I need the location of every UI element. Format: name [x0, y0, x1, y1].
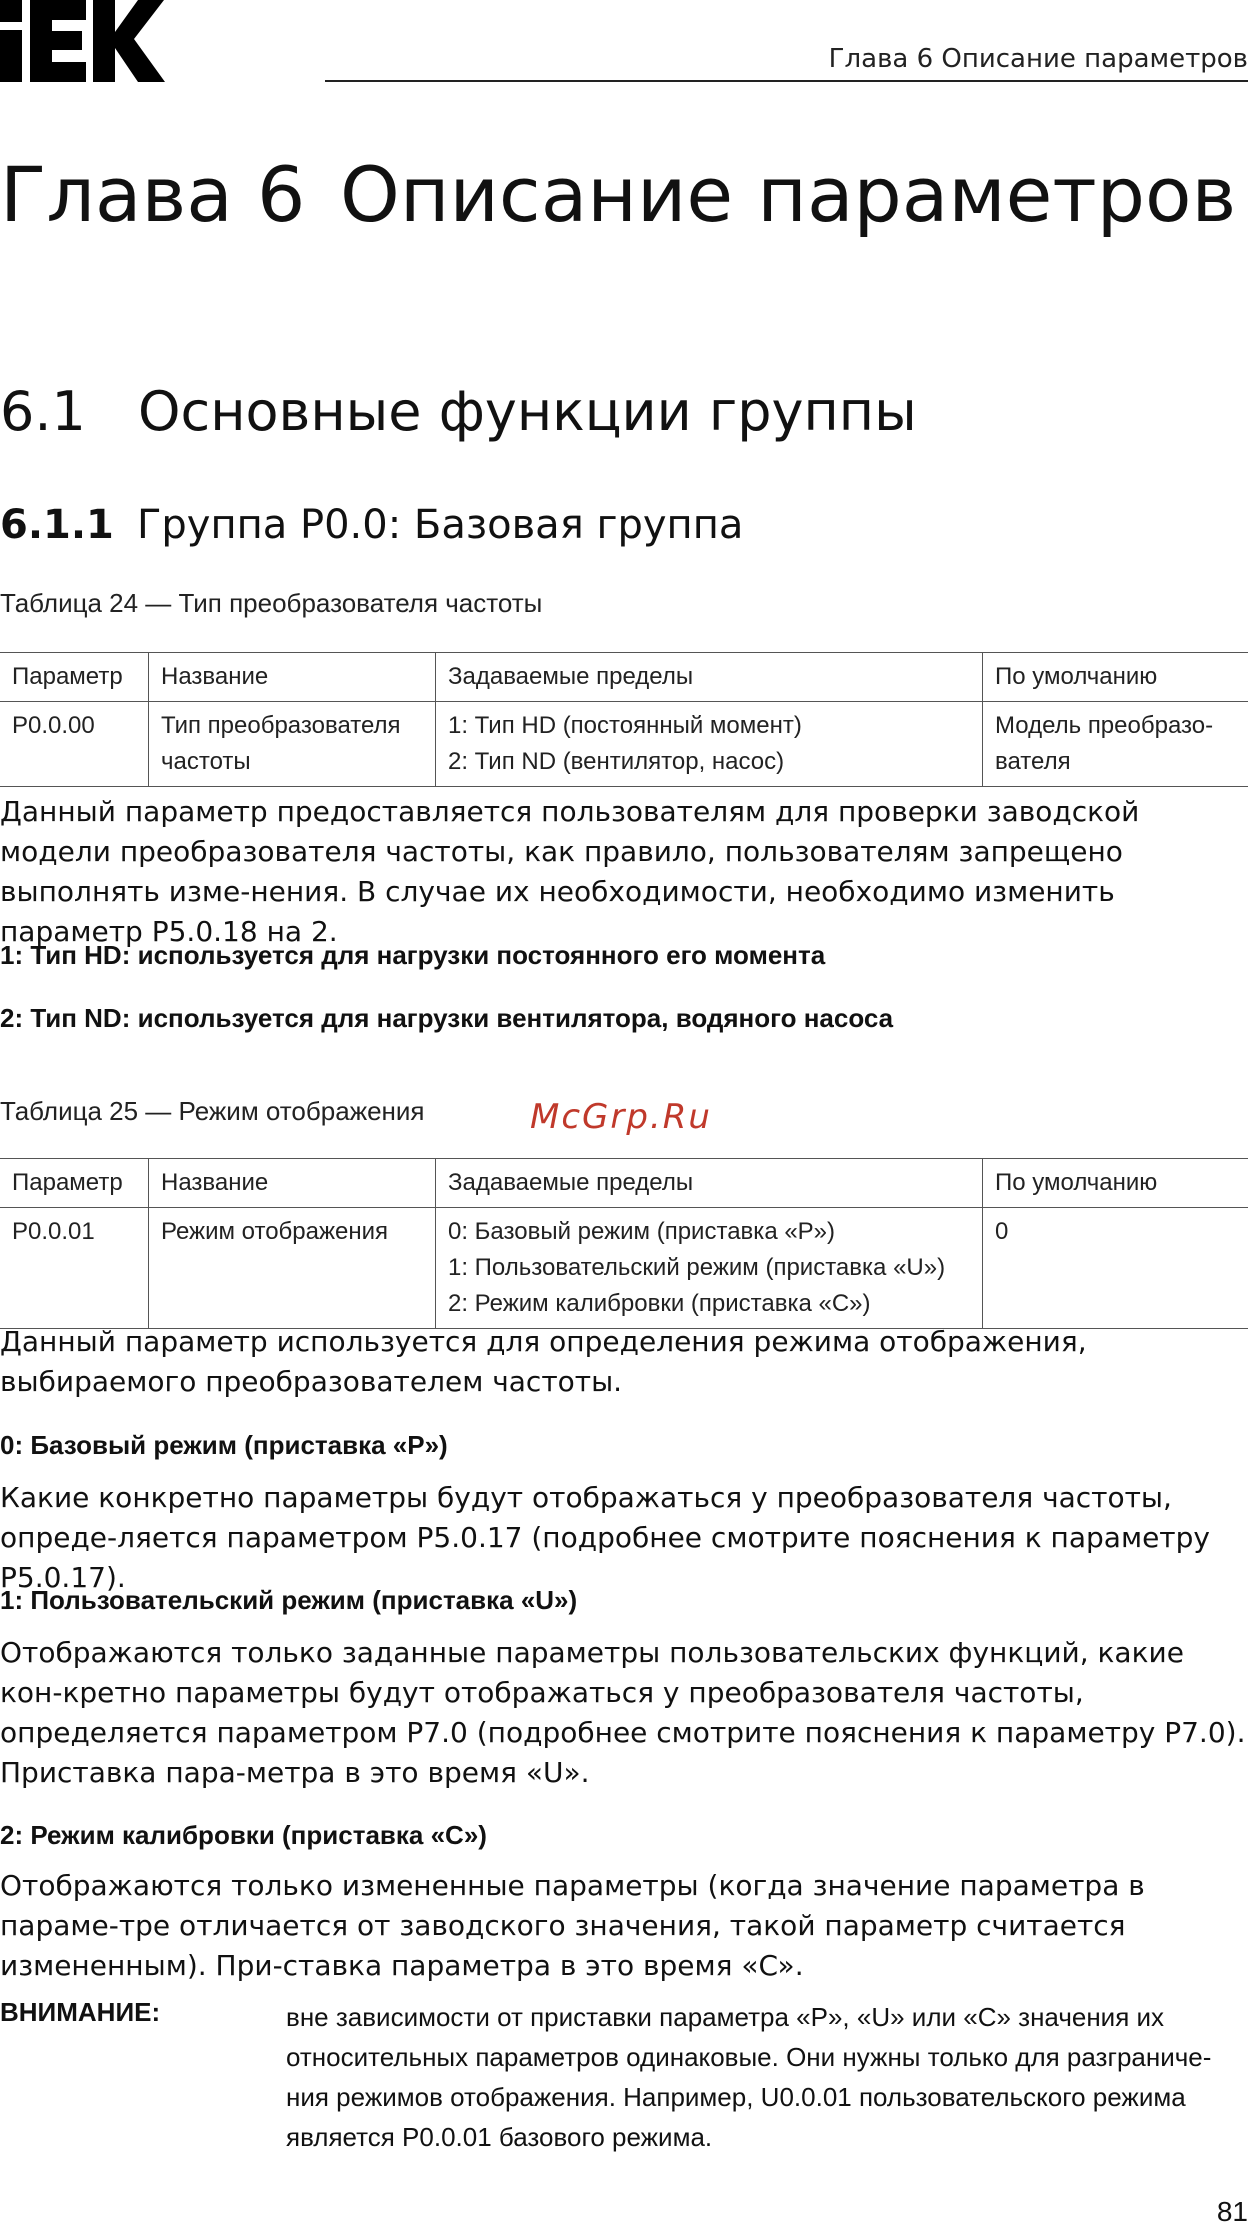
mode1-text: Отображаются только заданные параметры пользовательских функций, какие кон-кретно параметры будут отображаться у преобразователя частоты, определяется параметром Р7.0 (подробнее смотрите пояснения к параметру Р7.0). Приставка пара-метра в это время «U».: [0, 1636, 1246, 1789]
section-number: 6.1: [0, 380, 86, 443]
mode0-title: 0: Базовый режим (приставка «P»): [0, 1430, 448, 1460]
limit-option: 2: Режим калибровки (приставка «C»): [448, 1290, 871, 1317]
chapter-title: [0, 150, 1236, 239]
table-row: [0, 702, 1248, 787]
section-title: [0, 380, 917, 443]
table-header-cell: Название: [149, 1159, 436, 1208]
iek-logo: [0, 0, 165, 82]
table-header-cell: По умолчанию: [983, 1159, 1248, 1208]
mode0-text: Какие конкретно параметры будут отображаться у преобразователя частоты, опреде-ляется параметром Р5.0.17 (подробнее смотрите пояснения к параметру Р5.0.17).: [0, 1481, 1210, 1594]
note-text: вне зависимости от приставки параметра «P», «U» или «C» значения их относительных параметров одинаковые. Они нужны только для разграниче-ния режимов отображения. Например, U0.0.01 пользовательского режима является P0.0.01 базового режима.: [286, 2002, 1212, 2152]
chapter-name: Описание параметров: [340, 150, 1237, 239]
header-divider: [325, 80, 1248, 82]
table-header-cell: Задаваемые пределы: [436, 1159, 983, 1208]
table-header-cell: Задаваемые пределы: [436, 653, 983, 702]
param-code: Р0.0.01: [0, 1208, 149, 1329]
mode2-title: 2: Режим калибровки (приставка «C»): [0, 1820, 487, 1850]
paragraph: Данный параметр предоставляется пользователям для проверки заводской модели преобразователя частоты, как правило, пользователям запрещено выполнять изме-нения. В случае их необходимости, необходимо изменить параметр Р5.0.18 на 2.: [0, 795, 1140, 948]
subsection-title: [0, 502, 743, 548]
subsection-name: Группа Р0.0: Базовая группа: [137, 502, 744, 548]
page-number: 81: [1216, 2196, 1248, 2227]
hd-type-line: 1: Тип HD: используется для нагрузки постоянного его момента: [0, 940, 826, 970]
param-limits: [436, 702, 983, 787]
watermark: McGrp.Ru: [530, 1097, 712, 1137]
param-limits: [436, 1208, 983, 1329]
mode2-text: Отображаются только измененные параметры (когда значение параметра в параме-тре отличается от заводского значения, такой параметр считается измененным). При-ставка параметра в это время «C».: [0, 1869, 1145, 1982]
limit-option: 1: Пользовательский режим (приставка «U»): [448, 1254, 946, 1281]
table-header-cell: Параметр: [0, 1159, 149, 1208]
running-header: Глава 6 Описание параметров: [828, 44, 1248, 74]
limit-option: 1: Тип HD (постоянный момент): [448, 712, 802, 739]
param-default: 0: [983, 1208, 1248, 1329]
table-header-cell: По умолчанию: [983, 653, 1248, 702]
mode1-title: 1: Пользовательский режим (приставка «U»): [0, 1585, 578, 1615]
table-row: [0, 1208, 1248, 1329]
param-code: Р0.0.00: [0, 702, 149, 787]
paragraph: Данный параметр используется для определения режима отображения, выбираемого преобразователем частоты.: [0, 1325, 1087, 1398]
limit-option: 2: Тип ND (вентилятор, насос): [448, 748, 785, 775]
table24-caption: Таблица 24 — Тип преобразователя частоты: [0, 588, 543, 618]
limit-option: 0: Базовый режим (приставка «P»): [448, 1218, 836, 1245]
table-header-cell: Название: [149, 653, 436, 702]
note-label: ВНИМАНИЕ:: [0, 1997, 161, 2027]
param-name: Режим отображения: [149, 1208, 436, 1329]
table-header-row: [0, 1159, 1248, 1208]
nd-type-line: 2: Тип ND: используется для нагрузки вентилятора, водяного насоса: [0, 1003, 894, 1033]
table25-caption: Таблица 25 — Режим отображения: [0, 1096, 425, 1126]
section-name: Основные функции группы: [138, 380, 917, 443]
param-default: Модель преобразо-вателя: [983, 702, 1248, 787]
table-header-row: [0, 653, 1248, 702]
table-header-cell: Параметр: [0, 653, 149, 702]
table24: [0, 652, 1248, 787]
param-name: Тип преобразователя частоты: [149, 702, 436, 787]
chapter-number: Глава 6: [0, 150, 306, 239]
subsection-number: 6.1.1: [0, 502, 114, 548]
table25: [0, 1158, 1248, 1329]
